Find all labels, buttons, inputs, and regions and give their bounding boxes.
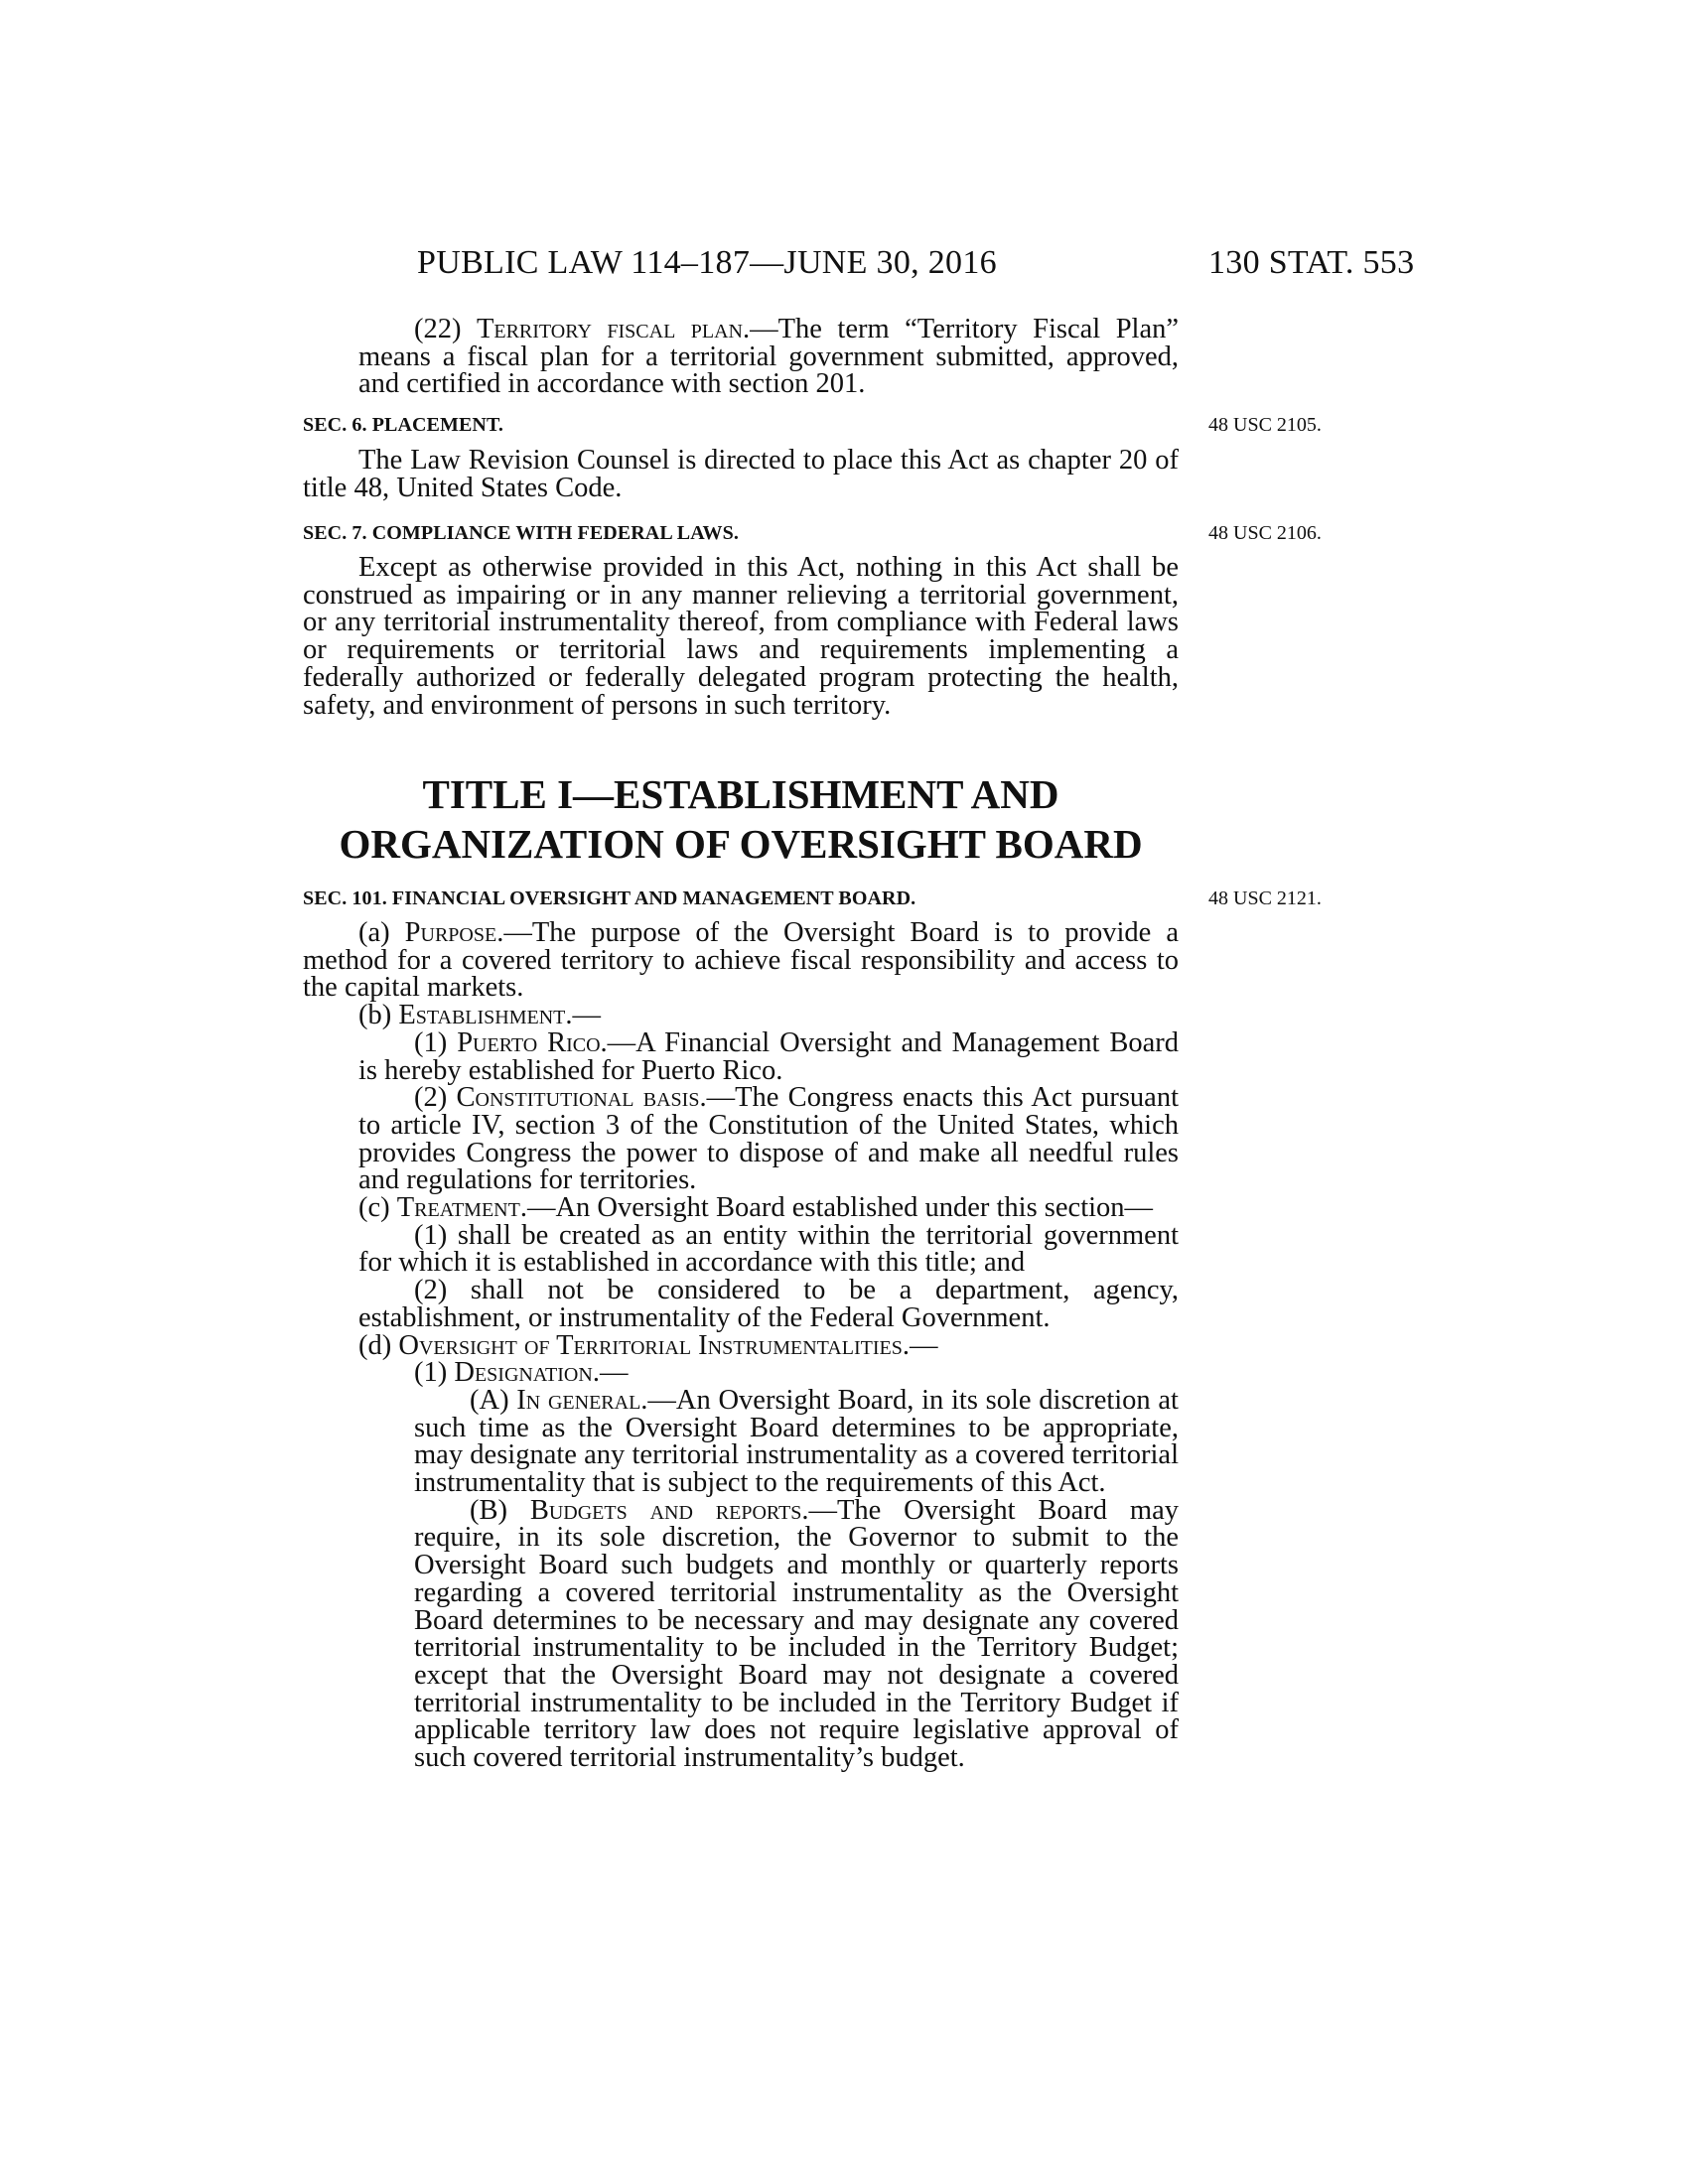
subsection-d-heading: Oversight of Territorial Instrumentalities: [398, 1329, 903, 1361]
paragraph-b2-label: (2): [414, 1082, 457, 1114]
paragraph-b2: [303, 1084, 1179, 1194]
subsection-a: [303, 919, 1179, 1002]
paragraph-b2-heading: Constitutional basis: [456, 1082, 700, 1114]
subparagraph-d1A-heading: In general: [516, 1384, 641, 1416]
subsection-a-heading: Purpose: [404, 917, 497, 948]
sec-6-margin-note: 48 USC 2105.: [1208, 414, 1322, 436]
sec-7-heading: SEC. 7. COMPLIANCE WITH FEDERAL LAWS.: [303, 522, 739, 544]
sec-101-heading: SEC. 101. FINANCIAL OVERSIGHT AND MANAGEMENT BOARD.: [303, 887, 916, 909]
subsection-b: [303, 1002, 1179, 1029]
subsection-d-text: .—: [902, 1329, 938, 1361]
paragraph-b1-text: .—A Financial Oversight and Management Board is hereby established for Puerto Rico.: [358, 1026, 1179, 1086]
title-heading-line-2: ORGANIZATION OF OVERSIGHT BOARD: [339, 821, 1143, 867]
definition-22-term: Territory fiscal plan: [476, 314, 744, 344]
subsection-b-label: (b): [358, 1000, 399, 1031]
title-heading-line-1: TITLE I—ESTABLISHMENT AND: [422, 771, 1059, 817]
subsection-d: [303, 1329, 1179, 1361]
subsection-a-text: .—The purpose of the Oversight Board is to provide a method for a covered territory to achieve fiscal responsibility and access to the capital markets.: [303, 917, 1179, 1004]
sec-6-text: The Law Revision Counsel is directed to place this Act as chapter 20 of title 48, United States Code.: [303, 445, 1179, 503]
definition-22-label: (22): [414, 314, 477, 344]
subsection-c-heading: Treatment: [396, 1192, 520, 1224]
paragraph-b2-text: .—The Congress enacts this Act pursuant to article IV, section 3 of the Constitution of the United States, which provides Congress the power to dispose of and make all needful rules and regulations for territories.: [358, 1082, 1179, 1196]
title-heading: [303, 769, 1179, 869]
page-header-title: PUBLIC LAW 114–187—JUNE 30, 2016: [417, 244, 997, 281]
subsection-a-label: (a): [358, 917, 405, 948]
sec-7-margin-note: 48 USC 2106.: [1208, 522, 1322, 544]
subparagraph-d1A-label: (A): [470, 1384, 517, 1416]
page-header-stat: 130 STAT. 553: [1208, 244, 1415, 281]
sec-101-margin-note: 48 USC 2121.: [1208, 887, 1322, 909]
paragraph-d1-label: (1): [414, 1357, 455, 1389]
subparagraph-d1B-label: (B): [470, 1494, 530, 1526]
subparagraph-d1A-text: .—An Oversight Board, in its sole discretion at such time as the Oversight Board determines to be appropriate, may designate any territorial instrumentality as a covered territorial instrumentality that is subject to the requirements of this Act.: [414, 1384, 1179, 1499]
paragraph-b1-label: (1): [414, 1026, 458, 1058]
subparagraph-d1B: [303, 1494, 1179, 1774]
sec-7-text: Except as otherwise provided in this Act, nothing in this Act shall be construed as impairing or in any manner relieving a territorial government, or any territorial instrumentality thereof, from compliance with Federal laws or requirements or territorial laws and requirements implementing a federally authorized or federally delegated program protecting the health, safety, and environment of persons in such territory.: [303, 552, 1179, 721]
subsection-c-text: .—An Oversight Board established under this section—: [519, 1192, 1154, 1224]
paragraph-c1: (1) shall be created as an entity within the territorial government for which it is established in accordance with this title; and: [358, 1219, 1179, 1279]
paragraph-d1: [303, 1359, 1179, 1387]
paragraph-d1-heading: Designation: [454, 1357, 593, 1389]
paragraph-b1-heading: Puerto Rico: [457, 1026, 601, 1058]
definition-22-text: .—The term “Territory Fiscal Plan” means a fiscal plan for a territorial government submitted, approved, and certified in accordance with section 201.: [358, 314, 1180, 400]
sec-7-body: [303, 554, 1179, 719]
sec-6-heading: SEC. 6. PLACEMENT.: [303, 414, 504, 436]
subparagraph-d1A: [303, 1384, 1179, 1499]
subsection-d-label: (d): [358, 1329, 399, 1361]
subsection-c: [303, 1194, 1179, 1222]
subsection-b-heading: Establishment: [398, 1000, 566, 1031]
paragraph-c2: (2) shall not be considered to be a department, agency, establishment, or instrumentality of the Federal Government.: [358, 1275, 1179, 1333]
sec-6-body: [303, 447, 1179, 501]
subsection-c-label: (c): [358, 1192, 397, 1224]
subsection-b-text: .—: [565, 1000, 602, 1031]
subparagraph-d1B-text: .—The Oversight Board may require, in its sole discretion, the Governor to submit to the Oversight Board such budgets and monthly or quarterly reports regarding a covered territorial instrumentality as the Oversight Board determines to be necessary and may designate any covered territorial instrumentality to be included in the Territory Budget; except that the Oversight Board may not designate a covered territorial instrumentality to be included in the Territory Budget if applicable territory law does not require legislative approval of such covered territorial instrumentality’s budget.: [414, 1494, 1179, 1774]
subparagraph-d1B-heading: Budgets and reports: [529, 1494, 802, 1526]
definition-22: [303, 316, 1179, 398]
paragraph-b1: [303, 1026, 1179, 1086]
sec-101-body: [303, 919, 1179, 1772]
paragraph-d1-text: .—: [592, 1357, 629, 1389]
